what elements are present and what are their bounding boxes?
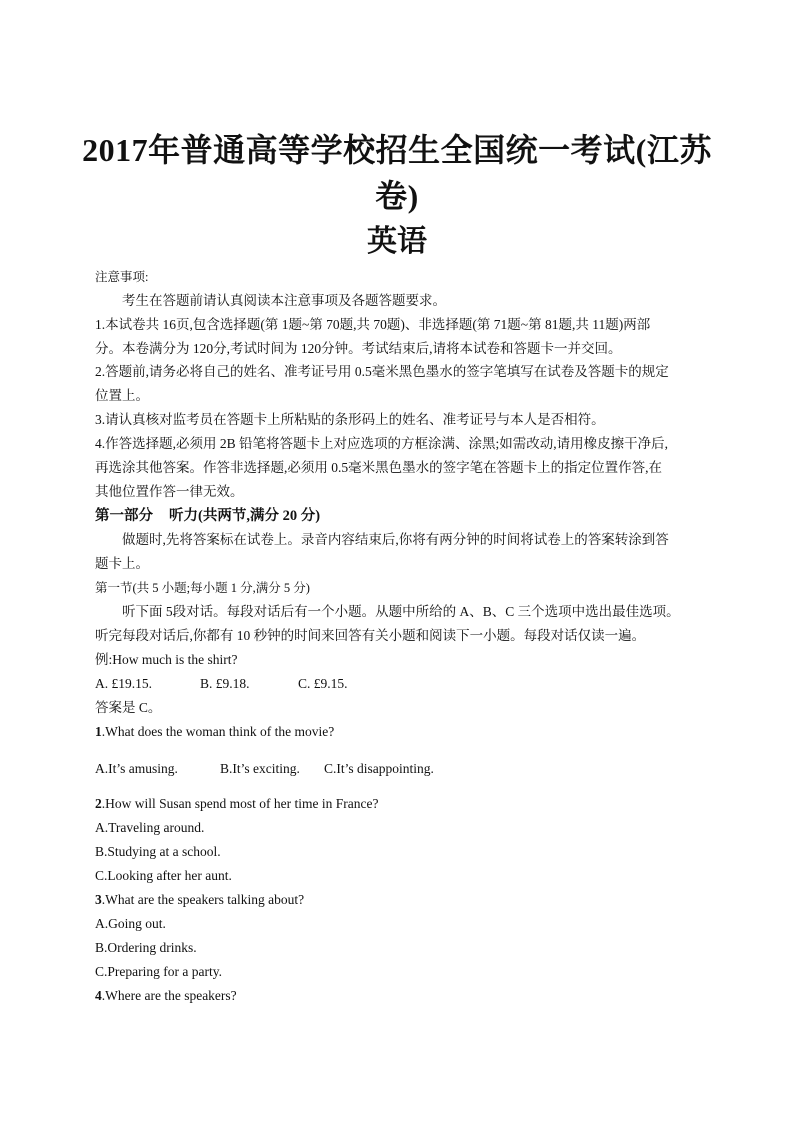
example-option-c: C. £9.15. [298,676,348,691]
example-question: 例:How much is the shirt? [95,652,238,667]
question-number: 4 [95,988,102,1003]
notice-item1-line1: 1.本试卷共 16页,包含选择题(第 1题~第 70题,共 70题)、非选择题(第 71题~第 81题,共 11题)两部 [95,317,651,332]
part1-instructions-line2: 题卡上。 [95,556,149,571]
section1-heading: 第一节(共 5 小题;每小题 1 分,满分 5 分) [95,581,310,595]
notice-intro: 考生在答题前请认真阅读本注意事项及各题答题要求。 [122,293,446,308]
question-number: 1 [95,724,102,739]
example-option-a: A. £19.15. [95,676,152,691]
section1-instructions-line1: 听下面 5段对话。每段对话后有一个小题。从题中所给的 A、B、C 三个选项中选出最佳选项。 [122,604,680,619]
q1-option-b: B.It’s exciting. [220,761,300,776]
notice-item4-line3: 其他位置作答一律无效。 [95,484,244,499]
part1-subtitle: 听力(共两节,满分 20 分) [169,508,321,524]
section1-instructions-line2: 听完每段对话后,你都有 10 秒钟的时间来回答有关小题和阅读下一小题。每段对话仅读一遍。 [95,628,646,643]
notice-heading: 注意事项: [95,270,149,284]
q1-option-a: A.It’s amusing. [95,761,178,776]
question-text: .What does the woman think of the movie? [101,724,335,739]
question-number: 2 [95,796,102,811]
notice-item3: 3.请认真核对监考员在答题卡上所粘贴的条形码上的姓名、准考证号与本人是否相符。 [95,412,605,427]
part1-title: 第一部分 [95,508,153,524]
subject-heading: 英语 [367,225,427,258]
question-text: .How will Susan spend most of her time in France? [101,796,379,811]
q3-option-a: A.Going out. [95,916,166,931]
question-1 [95,722,334,742]
q2-option-b: B.Studying at a school. [95,844,221,859]
q2-option-a: A.Traveling around. [95,820,205,835]
q3-option-b: B.Ordering drinks. [95,940,197,955]
q2-option-c: C.Looking after her aunt. [95,868,232,883]
exam-title-line1: 2017年普通高等学校招生全国统一考试(江苏 [82,132,712,168]
question-text: .What are the speakers talking about? [101,892,305,907]
notice-item4-line1: 4.作答选择题,必须用 2B 铅笔将答题卡上对应选项的方框涂满、涂黑;如需改动,请用橡皮擦干净后, [95,436,669,451]
notice-item2-line1: 2.答题前,请务必将自己的姓名、准考证号用 0.5毫米黑色墨水的签字笔填写在试卷及答题卡的规定 [95,364,669,379]
part1-instructions-line1: 做题时,先将答案标在试卷上。录音内容结束后,你将有两分钟的时间将试卷上的答案转涂到答 [122,532,669,547]
q1-option-c: C.It’s disappointing. [324,761,434,776]
part1-heading [95,506,320,526]
notice-item1-line2: 分。本卷满分为 120分,考试时间为 120分钟。考试结束后,请将本试卷和答题卡一并交回。 [95,341,622,356]
example-answer: 答案是 C。 [95,700,162,715]
notice-item2-line2: 位置上。 [95,388,149,403]
exam-title-line2: 卷) [375,178,419,214]
notice-item4-line2: 再选涂其他答案。作答非选择题,必须用 0.5毫米黑色墨水的签字笔在答题卡上的指定位置作答,在 [95,460,662,475]
question-text: .Where are the speakers? [101,988,237,1003]
q3-option-c: C.Preparing for a party. [95,964,222,979]
question-4 [95,986,237,1006]
question-number: 3 [95,892,102,907]
example-option-b: B. £9.18. [200,676,250,691]
question-2 [95,794,378,814]
question-3 [95,890,304,910]
